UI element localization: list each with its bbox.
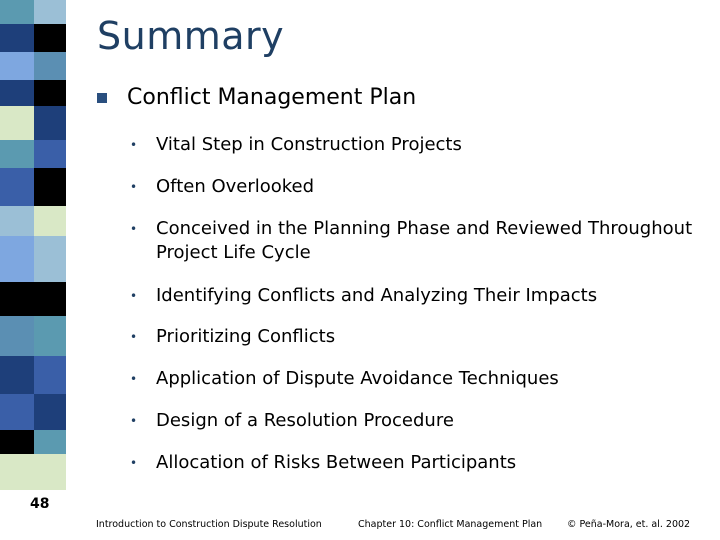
decorative-stripe-bar <box>0 0 66 540</box>
page-number: 48 <box>30 496 50 512</box>
bullet-text: Prioritizing Conflicts <box>156 326 336 347</box>
stripe <box>0 454 34 490</box>
stripe <box>34 80 66 106</box>
stripe <box>34 140 66 168</box>
stripe <box>0 316 34 356</box>
bullet-dot-icon: • <box>130 180 138 194</box>
stripe <box>0 140 34 168</box>
stripe <box>0 168 34 206</box>
heading-text: Conflict Management Plan <box>127 85 417 110</box>
bullet-text: Vital Step in Construction Projects <box>156 134 462 155</box>
bullet-text: Application of Dispute Avoidance Techniques <box>156 368 559 389</box>
stripe <box>0 430 34 454</box>
stripe <box>34 206 66 236</box>
stripe <box>34 316 66 356</box>
stripe <box>0 24 34 52</box>
bullet-dot-icon: • <box>130 414 138 428</box>
bullet-text: Design of a Resolution Procedure <box>156 410 454 431</box>
stripe <box>34 282 66 316</box>
bullet-text: Identifying Conflicts and Analyzing Their Impacts <box>156 285 598 306</box>
bullet-text: Conceived in the Planning Phase and Reviewed Throughout Project Life Cycle <box>156 218 693 263</box>
stripe <box>34 236 66 282</box>
bullet-dot-icon: • <box>130 330 138 344</box>
stripe <box>0 80 34 106</box>
bullet-dot-icon: • <box>130 222 138 236</box>
stripe <box>34 106 66 140</box>
stripe <box>34 0 66 24</box>
square-bullet-icon <box>97 93 107 103</box>
bullet-dot-icon: • <box>130 138 138 152</box>
bullet-dot-icon: • <box>130 289 138 303</box>
stripe <box>0 282 34 316</box>
bullet-text: Often Overlooked <box>156 176 315 197</box>
bullet-dot-icon: • <box>130 456 138 470</box>
stripe <box>34 24 66 52</box>
slide-title: Summary <box>97 14 285 58</box>
stripe <box>0 236 34 282</box>
bullet-text: Allocation of Risks Between Participants <box>156 452 517 473</box>
stripe <box>0 0 34 24</box>
stripe <box>34 394 66 430</box>
stripe <box>34 52 66 80</box>
stripe <box>34 454 66 490</box>
footer-left: Introduction to Construction Dispute Resolution <box>96 519 322 530</box>
stripe <box>0 394 34 430</box>
stripe <box>0 206 34 236</box>
footer-center: Chapter 10: Conflict Management Plan <box>358 519 543 530</box>
bullet-dot-icon: • <box>130 372 138 386</box>
footer-right: © Peña-Mora, et. al. 2002 <box>567 519 691 530</box>
stripe <box>0 106 34 140</box>
stripe <box>34 168 66 206</box>
stripe <box>0 356 34 394</box>
stripe <box>34 430 66 454</box>
stripe <box>0 52 34 80</box>
stripe <box>34 356 66 394</box>
